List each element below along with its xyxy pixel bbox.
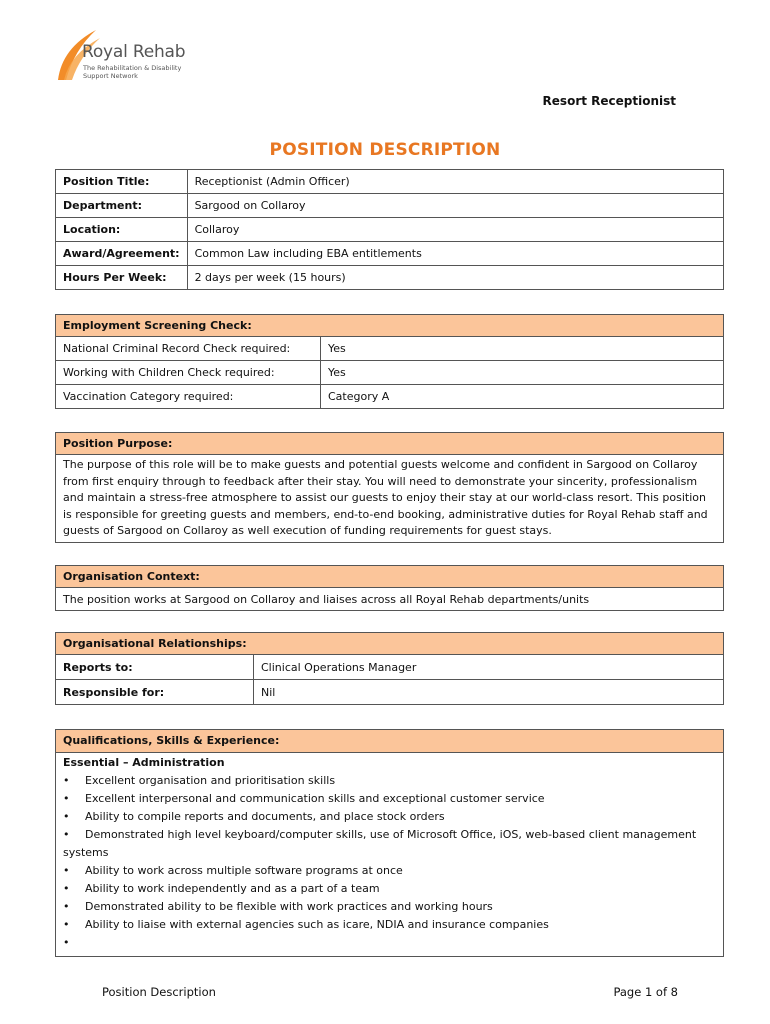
award-value: Common Law including EBA entitlements — [187, 242, 723, 266]
children-check-value: Yes — [321, 361, 724, 385]
screening-table — [55, 314, 724, 409]
location-label: Location: — [56, 218, 188, 242]
qualifications-subheading: Essential – Administration — [63, 756, 225, 769]
location-value: Collaroy — [187, 218, 723, 242]
responsible-for-value: Nil — [254, 680, 724, 705]
table-row — [56, 337, 724, 361]
criminal-check-label: National Criminal Record Check required: — [56, 337, 321, 361]
list-item — [63, 808, 716, 826]
qualifications-header-row — [56, 730, 724, 753]
list-item — [63, 862, 716, 880]
relationships-table — [55, 632, 724, 705]
table-row — [56, 753, 724, 957]
table-row — [56, 588, 724, 611]
list-item — [63, 898, 716, 916]
table-row — [56, 680, 724, 705]
bullet-icon: • — [63, 828, 70, 841]
list-item-text: Ability to liaise with external agencies such as icare, NDIA and insurance companies — [85, 918, 549, 931]
table-row — [56, 170, 724, 194]
reports-to-label: Reports to: — [56, 655, 254, 680]
royal-rehab-logo — [56, 28, 256, 88]
table-row — [56, 242, 724, 266]
bullet-icon: • — [63, 810, 70, 823]
list-item — [63, 772, 716, 790]
list-item-text: Ability to work independently and as a part of a team — [85, 882, 380, 895]
position-title-label: Position Title: — [56, 170, 188, 194]
table-row — [56, 218, 724, 242]
context-text: The position works at Sargood on Collaroy and liaises across all Royal Rehab departments/units — [56, 588, 724, 611]
position-title-value: Receptionist (Admin Officer) — [187, 170, 723, 194]
context-heading: Organisation Context: — [56, 566, 724, 588]
responsible-for-label: Responsible for: — [56, 680, 254, 705]
list-item-text: Ability to work across multiple software programs at once — [85, 864, 403, 877]
list-item-text: Demonstrated ability to be flexible with work practices and working hours — [85, 900, 493, 913]
hours-label: Hours Per Week: — [56, 266, 188, 290]
bullet-icon: • — [63, 936, 70, 949]
list-item — [63, 880, 716, 898]
footer-document-name: Position Description — [102, 985, 216, 999]
screening-heading: Employment Screening Check: — [56, 315, 724, 337]
context-table — [55, 565, 724, 611]
table-row — [56, 455, 724, 543]
purpose-heading: Position Purpose: — [56, 433, 724, 455]
list-item — [63, 826, 716, 862]
list-item-text: Ability to compile reports and documents, and place stock orders — [85, 810, 445, 823]
bullet-icon: • — [63, 900, 70, 913]
relationships-header-row — [56, 633, 724, 655]
list-item — [63, 790, 716, 808]
bullet-icon: • — [63, 918, 70, 931]
bullet-icon: • — [63, 864, 70, 877]
qualifications-body — [56, 753, 724, 957]
footer-page-number: Page 1 of 8 — [613, 985, 678, 999]
table-row — [56, 266, 724, 290]
logo-tagline-line-1: The Rehabilitation & Disability — [83, 64, 182, 72]
logo-tagline-line-2: Support Network — [83, 72, 138, 80]
vaccination-value: Category A — [321, 385, 724, 409]
purpose-header-row — [56, 433, 724, 455]
children-check-label: Working with Children Check required: — [56, 361, 321, 385]
award-label: Award/Agreement: — [56, 242, 188, 266]
department-label: Department: — [56, 194, 188, 218]
criminal-check-value: Yes — [321, 337, 724, 361]
page-title: POSITION DESCRIPTION — [269, 140, 501, 160]
list-item-text: Excellent organisation and prioritisation skills — [85, 774, 336, 787]
list-item-text: Excellent interpersonal and communication skills and exceptional customer service — [85, 792, 545, 805]
bullet-icon: • — [63, 792, 70, 805]
table-row — [56, 655, 724, 680]
list-item — [63, 934, 716, 952]
purpose-table — [55, 432, 724, 543]
table-row — [56, 385, 724, 409]
reports-to-value: Clinical Operations Manager — [254, 655, 724, 680]
qualifications-table — [55, 729, 724, 957]
table-row — [56, 361, 724, 385]
document-title: Resort Receptionist — [542, 94, 676, 108]
table-row — [56, 194, 724, 218]
qualifications-heading: Qualifications, Skills & Experience: — [56, 730, 724, 753]
bullet-icon: • — [63, 882, 70, 895]
position-details-table — [55, 169, 724, 290]
logo-name: Royal Rehab — [82, 42, 186, 62]
screening-header-row — [56, 315, 724, 337]
bullet-icon: • — [63, 774, 70, 787]
purpose-text: The purpose of this role will be to make guests and potential guests welcome and confident in Sargood on Collaroy from first enquiry through to feedback after their stay. You will need to demonstrate your sincerity, professionalism and maintain a stress-free atmosphere to assist our guests to enjoy their stay at our world-class resort. This position is responsible for greeting guests and members, end-to-end booking, administrative duties for Royal Rehab staff and guests of Sargood on Collaroy as well execution of funding requirements for guest stays. — [56, 455, 724, 543]
logo-tagline — [83, 64, 181, 80]
context-header-row — [56, 566, 724, 588]
relationships-heading: Organisational Relationships: — [56, 633, 724, 655]
list-item-text: Demonstrated high level keyboard/computer skills, use of Microsoft Office, iOS, web-based client management systems — [63, 828, 697, 859]
vaccination-label: Vaccination Category required: — [56, 385, 321, 409]
list-item — [63, 916, 716, 934]
hours-value: 2 days per week (15 hours) — [187, 266, 723, 290]
department-value: Sargood on Collaroy — [187, 194, 723, 218]
